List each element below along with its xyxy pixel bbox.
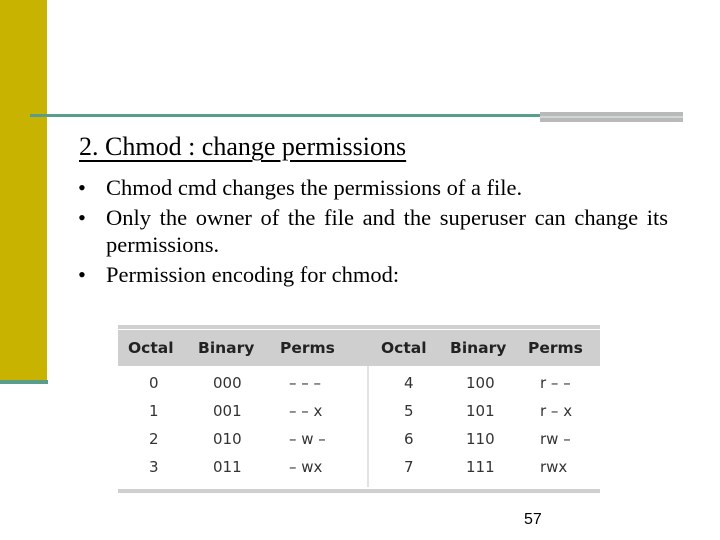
table-cell: 6 (404, 430, 414, 448)
header-perms: Perms (280, 339, 335, 357)
table-cell: – wx (289, 458, 323, 476)
table-cell: – w – (289, 430, 326, 448)
bullet-item (78, 261, 668, 288)
bullet-text: Chmod cmd changes the permissions of a file. (106, 175, 523, 200)
table-bottom-border (118, 489, 600, 493)
decorative-left-bar-edge (0, 380, 48, 384)
table-cell: 010 (213, 430, 242, 448)
table-cell: 000 (213, 374, 242, 392)
bullet-item (78, 204, 668, 258)
table-cell: 1 (149, 402, 159, 420)
table-top-border (118, 325, 600, 329)
title-rule-accent (540, 112, 683, 122)
bullet-list (78, 174, 668, 291)
table-cell: – – x (289, 402, 323, 420)
table-cell: – – – (289, 374, 322, 392)
title-rule (30, 114, 540, 117)
header-binary: Binary (450, 339, 507, 357)
decorative-left-bar (0, 0, 47, 382)
header-perms: Perms (528, 339, 583, 357)
bullet-dot-icon: • (78, 205, 86, 230)
header-binary: Binary (198, 339, 255, 357)
bullet-item (78, 174, 668, 201)
permission-table (118, 325, 600, 493)
table-cell: 100 (466, 374, 495, 392)
header-octal: Octal (128, 339, 174, 357)
page-number: 57 (524, 511, 542, 528)
table-column-divider (367, 366, 369, 487)
table-cell: 001 (213, 402, 242, 420)
header-octal: Octal (381, 339, 427, 357)
table-cell: rw – (540, 430, 571, 448)
table-cell: 5 (404, 402, 414, 420)
bullet-dot-icon: • (78, 262, 86, 287)
table-cell: rwx (540, 458, 568, 476)
table-cell: 4 (404, 374, 414, 392)
bullet-text: Permission encoding for chmod: (106, 262, 400, 287)
table-cell: r – – (540, 374, 571, 392)
table-cell: 111 (466, 458, 495, 476)
table-cell: 011 (213, 458, 242, 476)
slide-title: 2. Chmod : change permissions (79, 132, 407, 161)
table-cell: 101 (466, 402, 495, 420)
table-cell: 2 (149, 430, 159, 448)
bullet-dot-icon: • (78, 175, 86, 200)
bullet-text: Only the owner of the file and the superuser can change its permissions. (106, 205, 668, 257)
table-cell: 3 (149, 458, 159, 476)
table-cell: 7 (404, 458, 414, 476)
table-cell: 0 (149, 374, 159, 392)
table-cell: r – x (540, 402, 573, 420)
table-cell: 110 (466, 430, 495, 448)
